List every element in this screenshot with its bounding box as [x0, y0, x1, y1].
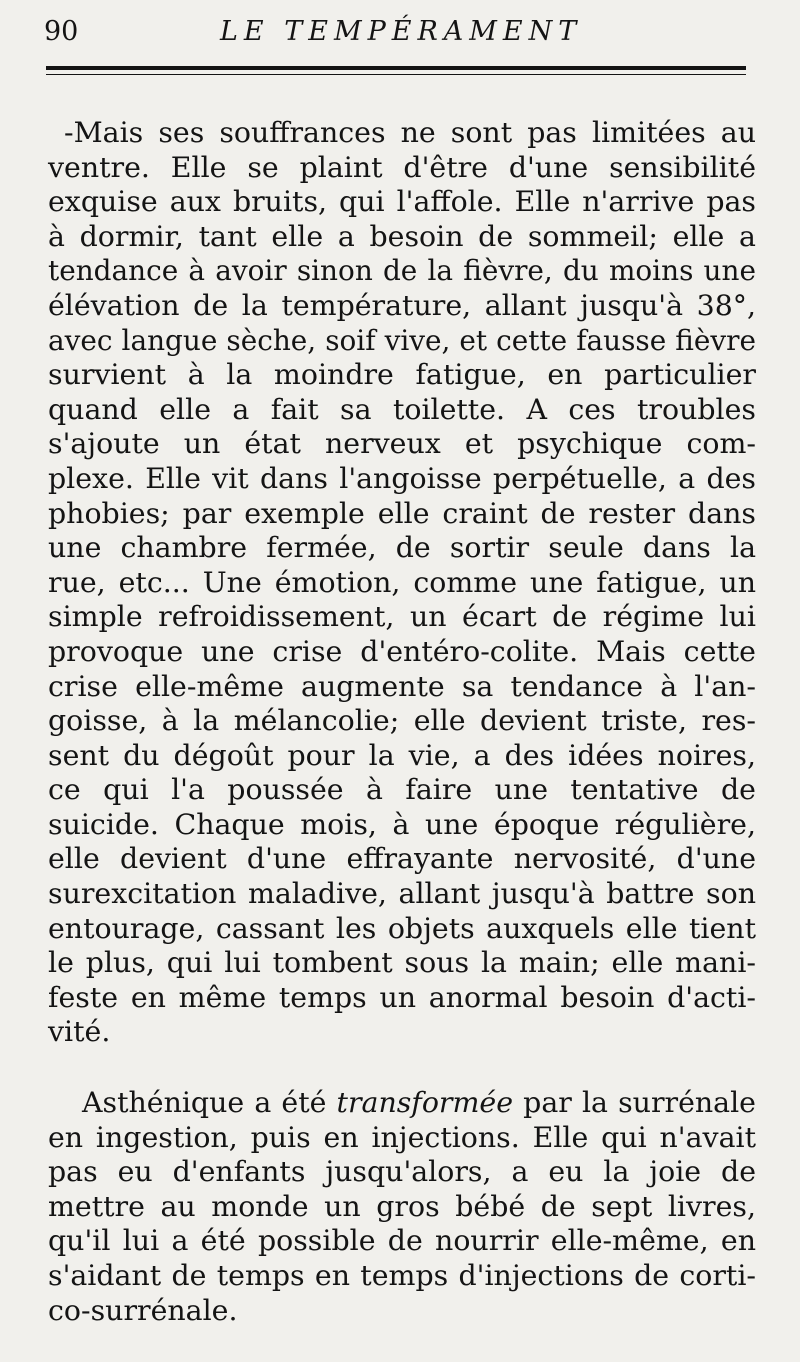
text-line: ventre. Elle se plaint d'être d'une sensibilité	[48, 150, 756, 184]
italic-emphasis: transformée	[336, 1086, 514, 1119]
text-line: suicide. Chaque mois, à une époque régulière,	[48, 807, 756, 841]
text-line: feste en même temps un anormal besoin d'acti-	[48, 980, 756, 1014]
text-line: rue, etc... Une émotion, comme une fatigue, un	[48, 565, 756, 599]
header-rule-thick	[46, 66, 746, 70]
paragraph-1	[48, 116, 756, 1050]
text-line: sent du dégoût pour la vie, a des idées noires,	[48, 738, 756, 772]
text-line: pas eu d'enfants jusqu'alors, a eu la joie de	[48, 1155, 756, 1189]
page-number: 90	[44, 16, 79, 47]
text-line: quand elle a fait sa toilette. A ces troubles	[48, 392, 756, 426]
page-header	[44, 14, 756, 54]
paragraph-2	[48, 1086, 756, 1328]
text-line: avec langue sèche, soif vive, et cette fausse fièvre	[48, 323, 756, 357]
text-line: entourage, cassant les objets auxquels elle tient	[48, 911, 756, 945]
text-line: ce qui l'a poussée à faire une tentative de	[48, 773, 756, 807]
text-line: s'aidant de temps en temps d'injections de corti-	[48, 1258, 756, 1292]
text-line: s'ajoute un état nerveux et psychique com-	[48, 427, 756, 461]
text-line: goisse, à la mélancolie; elle devient triste, res-	[48, 704, 756, 738]
text-run: par la surrénale	[513, 1086, 756, 1119]
text-line: vité.	[48, 1015, 111, 1049]
text-line: co-surrénale.	[48, 1293, 238, 1327]
text-line: -Mais ses souffrances ne sont pas limitées au	[64, 116, 756, 149]
text-line: une chambre fermée, de sortir seule dans la	[48, 531, 756, 565]
running-title: LE TEMPÉRAMENT	[220, 16, 583, 47]
text-line: qu'il lui a été possible de nourrir elle-même, en	[48, 1224, 756, 1258]
text-line: en ingestion, puis en injections. Elle qui n'avait	[48, 1120, 756, 1154]
text-run: Asthénique a été	[82, 1086, 337, 1119]
text-line: simple refroidissement, un écart de régime lui	[48, 600, 756, 634]
text-line: survient à la moindre fatigue, en particulier	[48, 358, 756, 392]
text-line: surexcitation maladive, allant jusqu'à battre son	[48, 877, 756, 911]
text-line: plexe. Elle vit dans l'angoisse perpétuelle, a des	[48, 461, 756, 495]
text-line	[48, 1086, 756, 1121]
text-line: phobies; par exemple elle craint de rester dans	[48, 496, 756, 530]
text-line: mettre au monde un gros bébé de sept livres,	[48, 1189, 756, 1223]
text-line: exquise aux bruits, qui l'affole. Elle n'arrive pas	[48, 185, 756, 219]
text-line: élévation de la température, allant jusqu'à 38°,	[48, 288, 756, 322]
text-line: le plus, qui lui tombent sous la main; elle mani-	[48, 946, 756, 980]
text-line: à dormir, tant elle a besoin de sommeil; elle a	[48, 219, 756, 253]
text-line: tendance à avoir sinon de la fièvre, du moins une	[48, 254, 756, 288]
header-rule-thin	[46, 74, 746, 75]
text-line: elle devient d'une effrayante nervosité, d'une	[48, 842, 756, 876]
text-line: crise elle-même augmente sa tendance à l'an-	[48, 669, 756, 703]
text-line: provoque une crise d'entéro-colite. Mais cette	[48, 634, 756, 668]
